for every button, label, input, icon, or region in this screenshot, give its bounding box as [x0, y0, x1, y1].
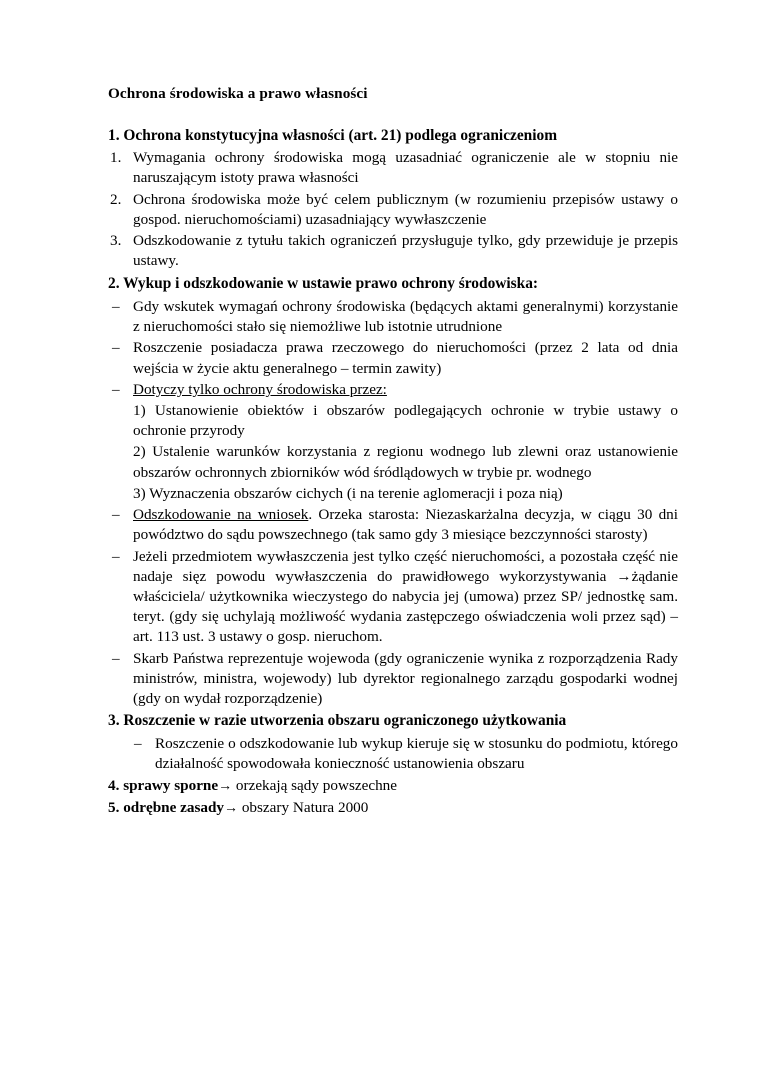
dash-bullet: –	[112, 506, 120, 524]
list-item	[108, 231, 678, 271]
closing-line-5-text: obszary Natura 2000	[238, 798, 369, 816]
list-item	[108, 190, 678, 230]
document-body	[108, 84, 678, 818]
list-item	[108, 649, 678, 710]
section-2-dash-list-continued	[108, 505, 678, 709]
list-item	[108, 297, 678, 337]
list-item	[108, 338, 678, 378]
list-item-text: Ochrona środowiska może być celem publicznym (w rozumieniu przepisów ustawy o gospod. nieruchomościami) uzasadniający wywłaszczenie	[133, 190, 678, 228]
section-3-dash-list	[108, 734, 678, 774]
list-item-text: Roszczenie posiadacza prawa rzeczowego do nieruchomości (przez 2 lata od dnia wejścia w życie aktu generalnego – termin zawity)	[133, 339, 678, 377]
dash-bullet: –	[112, 380, 120, 398]
list-item-text: Skarb Państwa reprezentuje wojewoda (gdy ograniczenie wynika z rozporządzenia Rady ministrów, ministra, wojewody) lub dyrektor regionalnego zarządu gospodarki wodnej (gdy on wydał rozporządzenie)	[133, 649, 678, 708]
list-item	[108, 505, 678, 545]
list-marker: 3.	[110, 231, 122, 249]
section-1-heading: 1. Ochrona konstytucyjna własności (art. 21) podlega ograniczeniom	[108, 126, 558, 144]
sub-paragraph: 1) Ustanowienie obiektów i obszarów podlegających ochronie w trybie ustawy o ochronie przyrody	[133, 402, 678, 440]
section-1-list	[108, 148, 678, 271]
list-item	[108, 148, 678, 188]
dash-bullet: –	[112, 339, 120, 357]
list-item-text: Roszczenie o odszkodowanie lub wykup kieruje się w stosunku do podmiotu, którego działalność spowodowała konieczność ustanowienia obszaru	[155, 734, 678, 773]
list-marker: 2.	[110, 190, 122, 208]
arrow-icon: →	[224, 798, 239, 815]
section-2-heading: 2. Wykup i odszkodowanie w ustawie prawo ochrony środowiska:	[108, 275, 539, 293]
list-item	[108, 734, 678, 774]
list-item	[108, 547, 678, 648]
closing-line-4	[108, 775, 678, 796]
closing-line-5-label: 5. odrębne zasady	[108, 798, 225, 816]
list-item-text-underlined: Odszkodowanie na wniosek	[133, 506, 309, 524]
dash-bullet: –	[134, 734, 142, 752]
section-2	[108, 273, 678, 709]
dash-bullet: –	[112, 547, 120, 565]
closing-line-4-label: 4. sprawy sporne	[108, 777, 219, 795]
list-item	[108, 380, 678, 400]
arrow-icon: →	[218, 777, 233, 794]
sub-paragraph: 2) Ustalenie warunków korzystania z regionu wodnego lub zlewni oraz ustanowienie obszarów ochronnych zbiorników wód śródlądowych w trybie pr. wodnego	[133, 443, 678, 481]
section-3-heading: 3. Roszczenie w razie utworzenia obszaru ograniczonego użytkowania	[108, 712, 567, 730]
list-item-text-underlined: Dotyczy tylko ochrony środowiska przez:	[133, 380, 387, 398]
dash-bullet: –	[112, 649, 120, 667]
list-item-text: Jeżeli przedmiotem wywłaszczenia jest tylko część nieruchomości, a pozostała część nie nadaje sięz powodu wywłaszczenia do prawidłowego wykorzystywania →żądanie właściciela/ użytkownika wieczystego do nabycia jej (umowa) przez SP/ jednostkę sam. teryt. (gdy się uchylają możliwość wydania zastępczego oświadczenia woli przez sąd) – art. 113 ust. 3 ustawy o gosp. nieruchom.	[133, 547, 678, 646]
closing-line-4-text: orzekają sądy powszechne	[232, 777, 397, 795]
list-item-text: Wymagania ochrony środowiska mogą uzasadniać ograniczenie ale w stopniu nie naruszającym istoty prawa własności	[133, 149, 678, 187]
sub-paragraph: 3) Wyznaczenia obszarów cichych (i na terenie aglomeracji i poza nią)	[133, 484, 563, 502]
dash-bullet: –	[112, 297, 120, 315]
list-item-text: Odszkodowanie z tytułu takich ograniczeń przysługuje tylko, gdy przewiduje je przepis ustawy.	[133, 231, 678, 270]
page-title: Ochrona środowiska a prawo własności	[108, 85, 368, 102]
section-3	[108, 710, 678, 774]
section-2-dash-list	[108, 297, 678, 400]
list-marker: 1.	[110, 149, 122, 167]
list-item-text: . Orzeka starosta: Niezaskarżalna decyzja, w ciągu 30 dni powództwo do sądu powszechnego (tak samo gdy 3 miesiące bezczynności starosty)	[133, 506, 678, 544]
closing-line-5	[108, 797, 678, 818]
section-1	[108, 125, 678, 272]
list-item-text: Gdy wskutek wymagań ochrony środowiska (będących aktami generalnymi) korzystanie z nieruchomości stało się niemożliwe lub istotnie utrudnione	[133, 297, 678, 336]
